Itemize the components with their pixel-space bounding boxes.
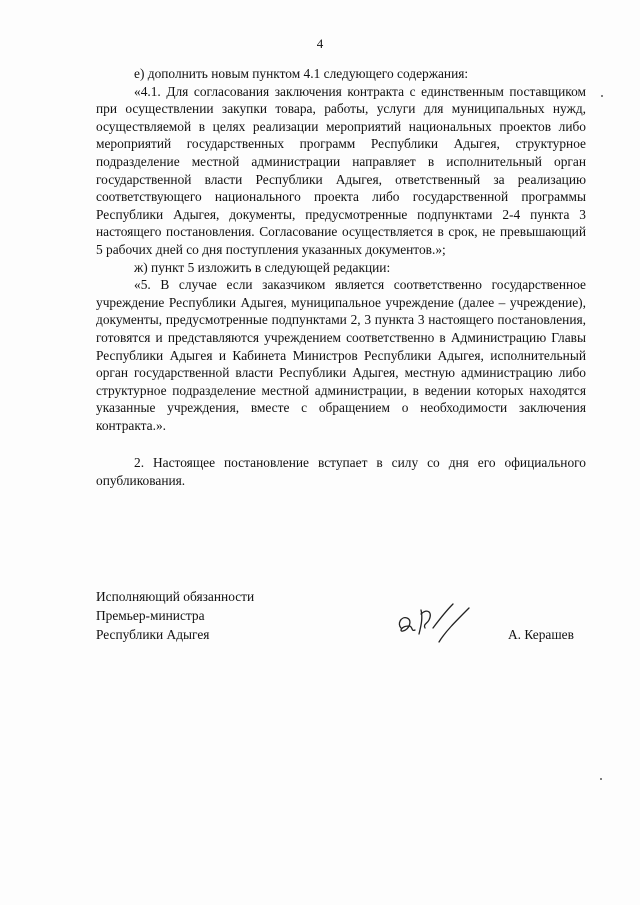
signer-position-line-2: Премьер-министра [96,608,205,623]
signer-position-line-1: Исполняющий обязанности [96,589,255,604]
paragraph-gap [96,434,586,454]
handwritten-signature [395,598,485,648]
signer-position-line-3: Республики Адыгея [96,627,210,642]
paragraph-zh: ж) пункт 5 изложить в следующей редакции: [134,259,391,275]
paragraph-clause-2: 2. Настоящее постановление вступает в силу со дня его официального опубликования. [96,455,586,489]
signature-block [96,587,596,647]
document-body [96,65,586,490]
paragraph-item-5: «5. В случае если заказчиком является соответственно государственное учреждение Республики Адыгея, муниципальное учреждение (далее – учреждение), документы, предусмотренные подпунктами 2, 3 пункта 3 настоящего постановления, готовятся и представляются учреждением соответственно в Администрацию Главы Республики Адыгея и Кабинета Министров Республики Адыгея, исполнительный орган государственной власти Республики Адыгея, местную администрацию либо структурное подразделение местной администрации, в ведении которых находятся указанные учреждения, вместе с обращением о необходимости заключения контракта.». [96,277,586,433]
page-number: 4 [316,36,324,51]
signer-name: А. Керашев [508,627,574,642]
scan-speck [600,778,602,780]
scan-speck [601,95,603,97]
paragraph-e: е) дополнить новым пунктом 4.1 следующего содержания: [134,66,469,81]
paragraph-item-4-1: «4.1. Для согласования заключения контракта с единственным поставщиком при осуществлении закупки товара, работы, услуги для муниципальных нужд, осуществляемой в целях реализации мероприятий национальных проектов либо мероприятий государственных программ Республики Адыгея, структурное подразделение местной администрации направляет в исполнительный орган государственной власти Республики Адыгея, ответственный за реализацию соответствующего национального проекта либо государственной программы Республики Адыгея, документы, предусмотренные подпунктами 2-4 пункта 3 настоящего постановления. Согласование осуществляется в срок, не превышающий 5 рабочих дней со дня поступления указанных документов.»; [96,83,586,257]
